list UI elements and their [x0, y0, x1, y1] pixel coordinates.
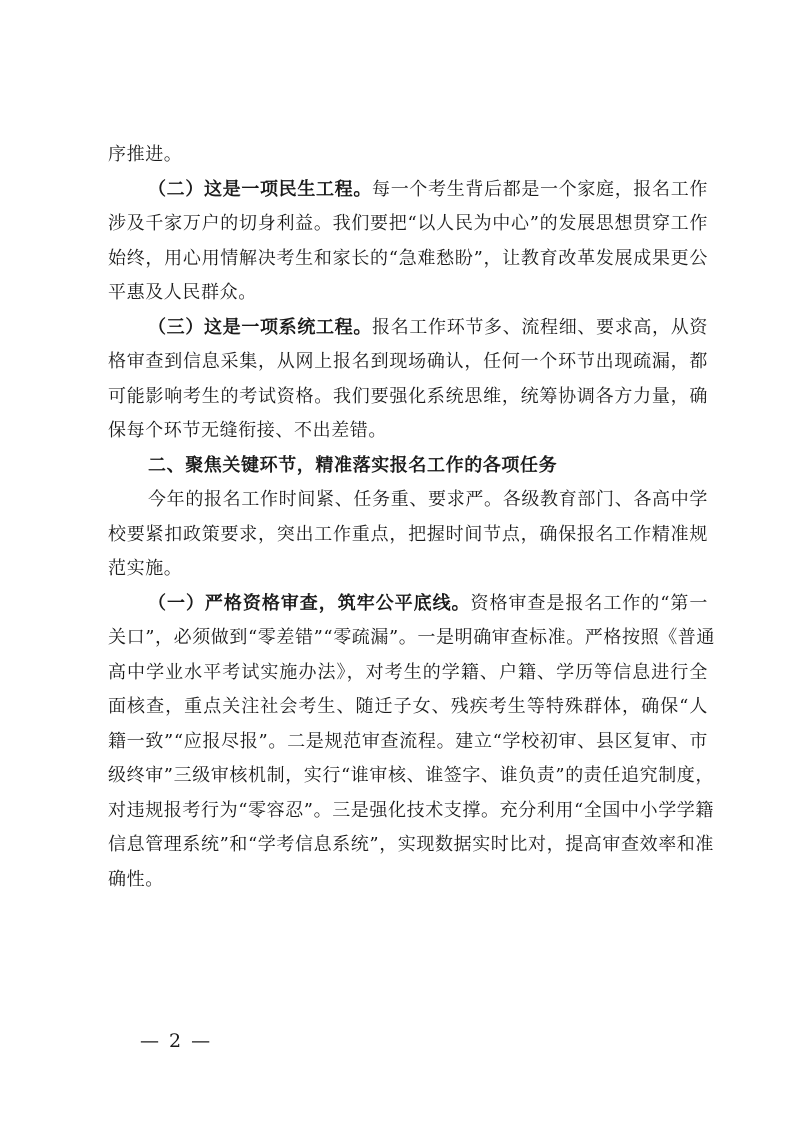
paragraph-line [108, 794, 715, 829]
page-number: — 2 — [140, 1030, 213, 1052]
text: 籍一致”“应报尽报”。二是规范审查流程。建立“学校初审、县区复审、市 [108, 730, 708, 752]
paragraph-line [108, 587, 708, 622]
text: 信息管理系统”和“学考信息系统”，实现数据实时比对，提高审查效率和准 [108, 834, 715, 855]
text: 校要紧扣政策要求，突出工作重点，把握时间节点，确保报名工作精准规 [108, 523, 708, 545]
paragraph-line [108, 138, 708, 173]
text: 始终，用心用情解决考生和家长的“急难愁盼”，让教育改革发展成果更公 [108, 247, 708, 269]
paragraph-line [108, 242, 708, 277]
paragraph-line [108, 345, 708, 380]
text: 格审查到信息采集，从网上报名到现场确认，任何一个环节出现疏漏，都 [108, 351, 708, 372]
section-heading [108, 449, 708, 484]
text: 确性。 [108, 868, 164, 890]
text: 资格审查是报名工作的“第一 [470, 592, 708, 614]
paragraph-line [108, 380, 708, 415]
text: 范实施。 [108, 558, 183, 579]
paragraph-line [108, 311, 708, 346]
paragraph-line [108, 863, 708, 898]
paragraph-line [108, 656, 708, 691]
subheading-lead: （二）这是一项民生工程。 [148, 178, 373, 200]
paragraph-line [108, 552, 708, 587]
text: 平惠及人民群众。 [108, 282, 257, 303]
subheading-lead: （一）严格资格审查，筑牢公平底线。 [148, 592, 471, 614]
text: 每一个考生背后都是一个家庭，报名工作 [372, 178, 708, 200]
text: 序推进。 [108, 144, 183, 165]
document-body [108, 138, 716, 897]
paragraph-line [108, 207, 708, 242]
text: 面核查，重点关注社会考生、随迁子女、残疾考生等特殊群体，确保“人 [108, 696, 708, 717]
text: 今年的报名工作时间紧、任务重、要求严。各级教育部门、各高中学 [148, 489, 708, 510]
paragraph-line [108, 276, 708, 311]
text: 涉及千家万户的切身利益。我们要把“以人民为中心”的发展思想贯穿工作 [108, 213, 708, 234]
paragraph-line [108, 690, 708, 725]
paragraph-line [108, 725, 708, 760]
paragraph-line [108, 173, 708, 208]
text: 高中学业水平考试实施办法》，对考生的学籍、户籍、学历等信息进行全 [108, 661, 708, 683]
text: 报名工作环节多、流程细、要求高，从资 [372, 316, 708, 338]
section-heading-text: 二、聚焦关键环节，精准落实报名工作的各项任务 [148, 454, 558, 476]
paragraph-line [108, 621, 716, 656]
paragraph-line [108, 483, 708, 518]
paragraph-line [108, 414, 708, 449]
text: 保每个环节无缝衔接、不出差错。 [108, 420, 387, 441]
paragraph-line [108, 518, 708, 553]
text: 可能影响考生的考试资格。我们要强化系统思维，统筹协调各方力量，确 [108, 385, 708, 407]
subheading-lead: （三）这是一项系统工程。 [148, 316, 373, 338]
paragraph-line [108, 828, 715, 863]
text: 关口”，必须做到“零差错”“零疏漏”。一是明确审查标准。严格按照《普通 [108, 627, 716, 648]
paragraph-line [108, 759, 715, 794]
text: 级终审”三级审核机制，实行“谁审核、谁签字、谁负责”的责任追究制度， [108, 765, 715, 786]
text: 对违规报考行为“零容忍”。三是强化技术支撑。充分利用“全国中小学学籍 [108, 799, 715, 821]
